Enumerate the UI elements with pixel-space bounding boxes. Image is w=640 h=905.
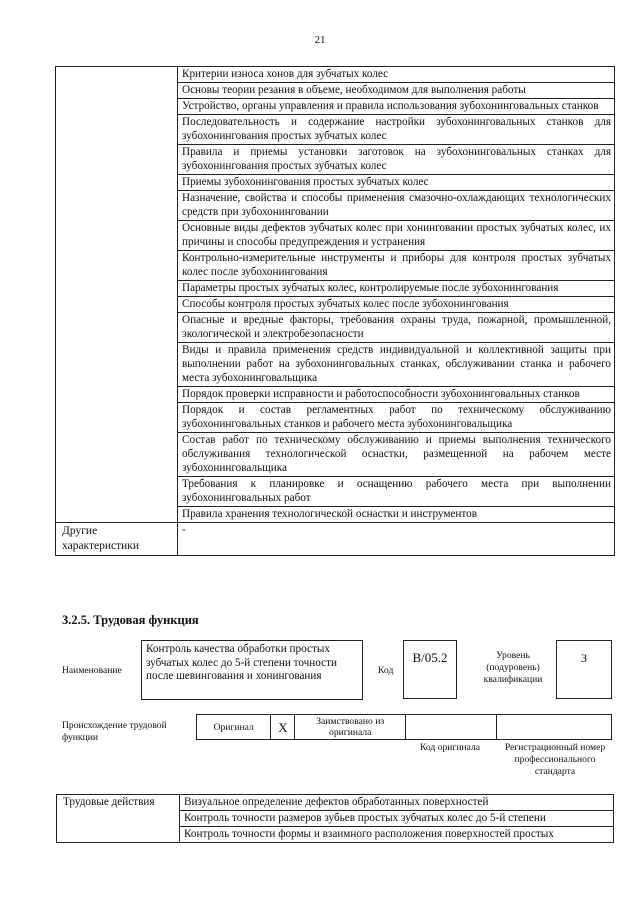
code-value-box: B/05.2 <box>403 640 457 699</box>
code-label: Код <box>378 665 394 676</box>
reg-number-cell <box>497 715 612 740</box>
action-row <box>57 795 614 811</box>
knowledge-item: Основы теории резания в объеме, необходимом для выполнения работы <box>178 83 615 99</box>
knowledge-item: Требования к планировке и оснащению рабочего места при выполнении зубохонинговальных работ <box>178 477 615 507</box>
section-title: 3.2.5. Трудовая функция <box>62 613 199 627</box>
knowledge-item: Критерии износа хонов для зубчатых колес <box>178 67 615 83</box>
code-origin-label: Код оригинала <box>419 742 481 753</box>
other-characteristics-row <box>56 523 615 556</box>
knowledge-item: Последовательность и содержание настройки зубохонинговальных станков для зубохонингования простых зубчатых колес <box>178 115 615 145</box>
knowledge-item: Приемы зубохонингования простых зубчатых колес <box>178 175 615 191</box>
other-characteristics-value: - <box>178 523 615 556</box>
action-item: Контроль точности размеров зубьев простых зубчатых колес до 5-й степени <box>180 811 614 827</box>
knowledge-item: Правила и приемы установки заготовок на зубохонинговальных станках для зубохонингования простых зубчатых колес <box>178 145 615 175</box>
name-label: Наименование <box>62 665 122 676</box>
knowledge-table <box>55 66 615 556</box>
original-mark: X <box>271 715 295 740</box>
knowledge-item: Состав работ по техническому обслуживанию и приемы выполнения технического обслуживания технологической оснастки, размещенной на рабочем месте зубохонинговальщика <box>178 433 615 477</box>
actions-label: Трудовые действия <box>57 795 180 843</box>
original-label: Оригинал <box>197 715 271 740</box>
origin-table <box>196 714 612 740</box>
level-value-box: 3 <box>556 640 612 699</box>
knowledge-item: Способы контроля простых зубчатых колес после зубохонингования <box>178 297 615 313</box>
knowledge-item: Порядок проверки исправности и работоспособности зубохонинговальных станков <box>178 387 615 403</box>
knowledge-item: Устройство, органы управления и правила использования зубохонинговальных станков <box>178 99 615 115</box>
origin-label: Происхождение трудовой функции <box>62 720 167 743</box>
knowledge-item: Порядок и состав регламентных работ по техническому обслуживанию зубохонинговальных станков и рабочего места зубохонинговальщика <box>178 403 615 433</box>
actions-table <box>56 794 614 843</box>
knowledge-row <box>56 67 615 83</box>
knowledge-left-cell <box>56 67 178 523</box>
function-name-box: Контроль качества обработки простых зубчатых колес до 5-й степени точности после шевингования и хонингования <box>141 640 363 700</box>
other-characteristics-label: Другие характеристики <box>56 523 178 556</box>
knowledge-item: Контрольно-измерительные инструменты и приборы для контроля простых зубчатых колес после зубохонингования <box>178 251 615 281</box>
knowledge-item: Опасные и вредные факторы, требования охраны труда, пожарной, промышленной, экологической и электробезопасности <box>178 313 615 343</box>
knowledge-item: Правила хранения технологической оснастки и инструментов <box>178 507 615 523</box>
code-origin-cell <box>405 715 496 740</box>
knowledge-item: Назначение, свойства и способы применения смазочно-охлаждающих технологических средств при зубохонинговании <box>178 191 615 221</box>
action-item: Контроль точности формы и взаимного расположения поверхностей простых <box>180 827 614 843</box>
knowledge-item: Параметры простых зубчатых колес, контролируемые после зубохонингования <box>178 281 615 297</box>
page-number: 21 <box>314 34 326 46</box>
reg-number-label: Регистрационный номер профессионального стандарта <box>504 742 606 777</box>
level-label: Уровень (подуровень) квалификации <box>483 650 543 685</box>
knowledge-item: Виды и правила применения средств индивидуальной и коллективной защиты при выполнении работ на зубохонинговальных станках, обслуживании станка и рабочего места зубохонинговальщика <box>178 343 615 387</box>
knowledge-item: Основные виды дефектов зубчатых колес при хонинговании простых зубчатых колес, их причины и способы предупреждения и устранения <box>178 221 615 251</box>
borrowed-label: Заимствовано из оригинала <box>295 715 406 740</box>
action-item: Визуальное определение дефектов обработанных поверхностей <box>180 795 614 811</box>
